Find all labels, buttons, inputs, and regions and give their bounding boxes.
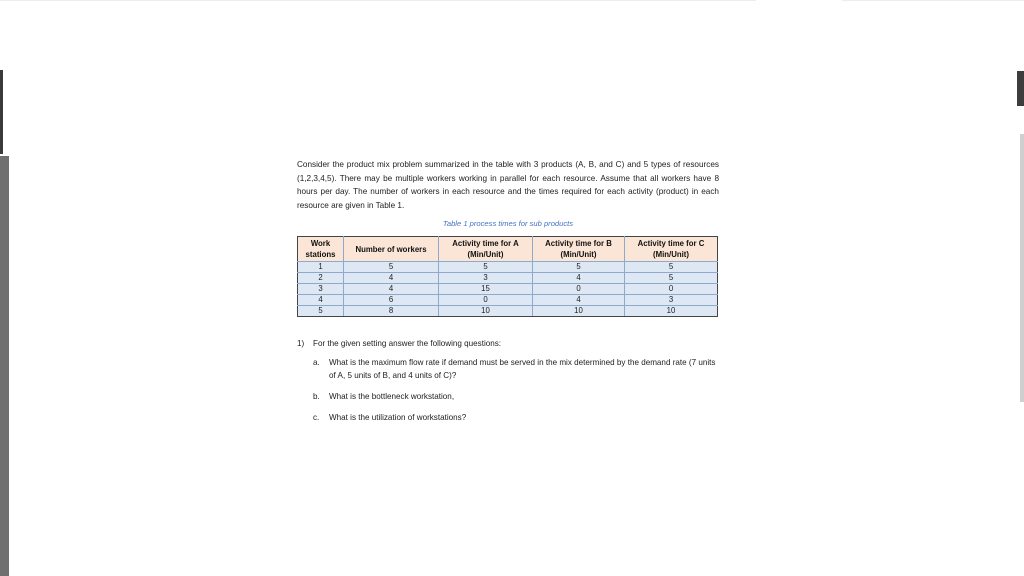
cell-time-b: 4 (533, 295, 625, 306)
top-border (0, 0, 1024, 1)
cell-workers: 8 (344, 306, 439, 317)
cell-time-c: 10 (625, 306, 718, 317)
header-activity-time-b: Activity time for B (Min/Unit) (533, 237, 625, 262)
cell-time-c: 0 (625, 284, 718, 295)
header-activity-time-c: Activity time for C (Min/Unit) (625, 237, 718, 262)
sub-question-text: What is the maximum flow rate if demand must be served in the mix determined by the demand rate (7 units of A, 5 units of B, and 4 units of C)? (329, 358, 716, 380)
sub-question-letter: b. (313, 392, 320, 401)
header-number-of-workers: Number of workers (344, 237, 439, 262)
table-caption: Table 1 process times for sub products (442, 219, 574, 228)
cell-time-a: 0 (439, 295, 533, 306)
cell-time-a: 5 (439, 262, 533, 273)
header-work-stations: Work stations (298, 237, 344, 262)
cell-time-b: 0 (533, 284, 625, 295)
questions-section (297, 339, 719, 424)
right-edge-marker (1017, 71, 1024, 106)
document-page (297, 158, 719, 424)
question-text: For the given setting answer the following questions: (313, 339, 502, 348)
sub-question-letter: c. (313, 413, 320, 422)
question-number: 1) (297, 339, 305, 348)
left-edge-marker (0, 70, 3, 154)
cell-station: 4 (298, 295, 344, 306)
table-row (298, 284, 718, 295)
cell-time-c: 3 (625, 295, 718, 306)
table-row (298, 262, 718, 273)
cell-workers: 6 (344, 295, 439, 306)
cell-time-c: 5 (625, 262, 718, 273)
table-row (298, 295, 718, 306)
top-border-gap (756, 0, 842, 1)
sub-question-text: What is the utilization of workstations? (329, 413, 467, 422)
sub-question-b (297, 390, 719, 403)
cell-time-b: 5 (533, 262, 625, 273)
sub-question-c (297, 411, 719, 424)
cell-station: 2 (298, 273, 344, 284)
table-header-row (298, 237, 718, 262)
process-times-table (297, 236, 718, 317)
cell-time-a: 15 (439, 284, 533, 295)
question-1 (297, 339, 719, 348)
table-row (298, 306, 718, 317)
cell-time-b: 10 (533, 306, 625, 317)
cell-time-a: 3 (439, 273, 533, 284)
cell-station: 3 (298, 284, 344, 295)
cell-workers: 4 (344, 284, 439, 295)
right-scrollbar[interactable] (1020, 134, 1024, 402)
header-activity-time-a: Activity time for A (Min/Unit) (439, 237, 533, 262)
sub-question-text: What is the bottleneck workstation, (329, 392, 455, 401)
left-scroll-edge (0, 156, 9, 576)
cell-time-b: 4 (533, 273, 625, 284)
sub-question-a (297, 356, 719, 382)
cell-time-c: 5 (625, 273, 718, 284)
cell-station: 1 (298, 262, 344, 273)
intro-paragraph: Consider the product mix problem summarized in the table with 3 products (A, B, and C) and 5 types of resources (1,2,3,4,5). There may be multiple workers working in parallel for each resource. Assume that all workers have 8 hours per day. The number of workers in each resource and the times required for each activity (product) in each resource are given in Table 1. (297, 160, 719, 210)
cell-time-a: 10 (439, 306, 533, 317)
cell-workers: 5 (344, 262, 439, 273)
table-row (298, 273, 718, 284)
sub-question-letter: a. (313, 358, 320, 367)
cell-workers: 4 (344, 273, 439, 284)
cell-station: 5 (298, 306, 344, 317)
